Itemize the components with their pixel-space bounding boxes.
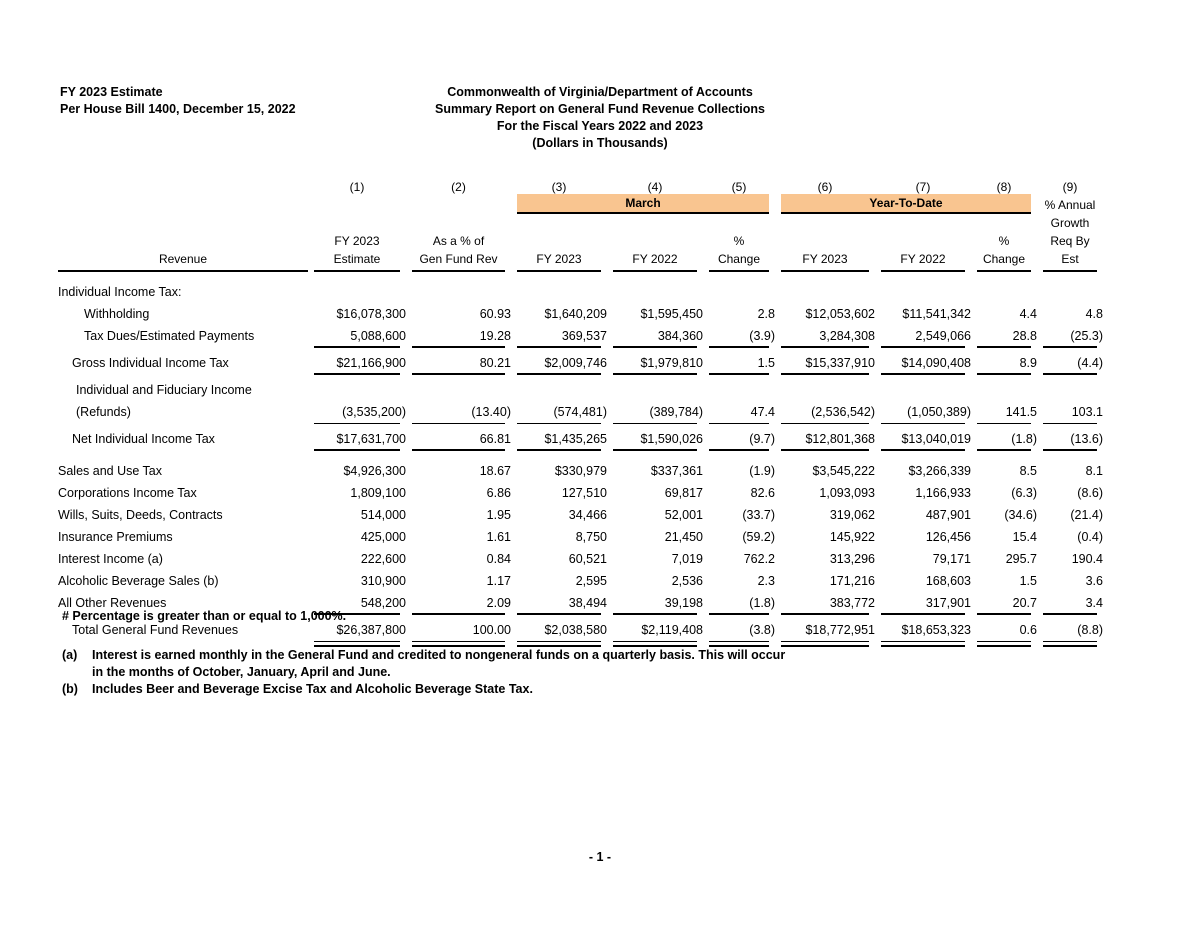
horizontal-rule: [1043, 645, 1097, 647]
row-label: (Refunds): [76, 405, 131, 419]
blank-cell: [58, 172, 308, 194]
row-value: 1,809,100: [350, 486, 406, 500]
row-label: Total General Fund Revenues: [72, 623, 239, 637]
row-value: $12,053,602: [805, 307, 875, 321]
row-value: 3,284,308: [819, 329, 875, 343]
footnote-b: [62, 681, 785, 698]
row-value: 8.1: [1085, 464, 1103, 478]
row-value: $11,541,342: [902, 307, 971, 321]
row-value: [1037, 375, 1103, 397]
row-value: 171,216: [829, 574, 875, 588]
table-row: [58, 522, 1103, 544]
column-number-9: (9): [1062, 180, 1078, 194]
row-value: 762.2: [743, 552, 775, 566]
row-value: $18,653,323: [901, 623, 971, 637]
table-row: [58, 424, 1103, 446]
col4-header-line2: FY 2022: [607, 250, 703, 272]
row-value: 21,450: [664, 530, 703, 544]
row-value: (13.40): [471, 405, 511, 419]
col6-header-line2: FY 2023: [775, 250, 875, 272]
horizontal-rule: [781, 645, 869, 647]
row-value: [775, 277, 875, 299]
row-value: (4.4): [1077, 356, 1103, 370]
row-value: $15,337,910: [805, 356, 875, 370]
row-value: 28.8: [1012, 329, 1037, 343]
row-value: 313,296: [829, 552, 875, 566]
row-label: Withholding: [84, 307, 150, 321]
row-value: (1.8): [749, 596, 775, 610]
blank-cell: [58, 194, 308, 214]
table-row: [58, 456, 1103, 478]
blank-cell: [703, 214, 775, 232]
row-value: 425,000: [360, 530, 406, 544]
row-value: [406, 375, 511, 397]
row-label: Sales and Use Tax: [58, 464, 162, 478]
row-value: 514,000: [360, 508, 406, 522]
row-value: 1,093,093: [819, 486, 875, 500]
row-value: $1,595,450: [640, 307, 703, 321]
row-value: 103.1: [1071, 405, 1103, 419]
document-header: [0, 84, 1200, 164]
ytd-banner-label: Year-To-Date: [781, 194, 1031, 214]
table-row: [58, 397, 1103, 419]
col9-header-line4: Est: [1037, 250, 1103, 272]
row-value: $14,090,408: [901, 356, 971, 370]
row-value: $16,078,300: [336, 307, 406, 321]
row-value: $3,266,339: [908, 464, 971, 478]
row-value: (0.4): [1077, 530, 1103, 544]
rule-cell: [875, 642, 971, 647]
row-value: [308, 375, 406, 397]
row-value: [308, 277, 406, 299]
row-value: (34.6): [1004, 508, 1037, 522]
march-banner-label: March: [517, 194, 769, 214]
row-value: 2.09: [486, 596, 511, 610]
row-value: 1,166,933: [915, 486, 971, 500]
row-value: 80.21: [479, 356, 511, 370]
footnote-a-text: Interest is earned monthly in the General Fund and credited to nongeneral funds on a quarterly basis. This will occur: [92, 648, 786, 662]
row-value: (6.3): [1011, 486, 1037, 500]
revenue-table: [58, 172, 1103, 647]
row-value: 384,360: [657, 329, 703, 343]
row-value: (59.2): [742, 530, 775, 544]
column-number-3: (3): [551, 180, 567, 194]
row-value: 82.6: [750, 486, 775, 500]
header-left-block: [60, 84, 296, 118]
row-value: $1,590,026: [640, 432, 703, 446]
row-value: 2.3: [757, 574, 775, 588]
row-value: $1,640,209: [544, 307, 607, 321]
column-number-6: (6): [817, 180, 833, 194]
footnote-b-marker: (b): [62, 682, 78, 696]
row-label: Tax Dues/Estimated Payments: [84, 329, 255, 343]
blank-cell: [58, 232, 308, 250]
column-number-1: (1): [349, 180, 365, 194]
row-value: 2,536: [671, 574, 703, 588]
row-value: [703, 375, 775, 397]
row-value: [511, 277, 607, 299]
row-value: 19.28: [479, 329, 511, 343]
agency-title: Commonwealth of Virginia/Department of Accounts: [447, 85, 753, 99]
table-row: [58, 299, 1103, 321]
row-value: 1.5: [1019, 574, 1037, 588]
row-value: 141.5: [1005, 405, 1037, 419]
row-value: 168,603: [925, 574, 971, 588]
row-value: (1.9): [749, 464, 775, 478]
row-value: $4,926,300: [343, 464, 406, 478]
row-value: (3.8): [749, 623, 775, 637]
fiscal-years-line: For the Fiscal Years 2022 and 2023: [496, 119, 704, 133]
blank-cell: [511, 232, 607, 250]
rule-cell: [775, 642, 875, 647]
row-value: 295.7: [1005, 552, 1037, 566]
ytd-banner-cell: [775, 194, 1037, 214]
row-value: 310,900: [360, 574, 406, 588]
blank-cell: [308, 214, 406, 232]
footnote-a-marker: (a): [62, 648, 78, 662]
row-value: 4.8: [1085, 307, 1103, 321]
table-row: [58, 321, 1103, 343]
row-value: [775, 375, 875, 397]
units-line: (Dollars in Thousands): [532, 136, 668, 150]
horizontal-rule: [881, 645, 965, 647]
col5-header-line1: %: [733, 234, 745, 248]
col1-header-line1: FY 2023: [334, 234, 380, 248]
row-value: 4.4: [1019, 307, 1037, 321]
row-value: $21,166,900: [336, 356, 406, 370]
row-value: 79,171: [932, 552, 971, 566]
row-value: 145,922: [829, 530, 875, 544]
table-row: [58, 348, 1103, 370]
rule-cell: [971, 642, 1037, 647]
row-value: 6.86: [486, 486, 511, 500]
row-label: All Other Revenues: [58, 596, 167, 610]
blank-cell: [775, 232, 875, 250]
row-value: $2,038,580: [544, 623, 607, 637]
col1-header-line2: Estimate: [308, 250, 406, 272]
row-value: (2,536,542): [811, 405, 875, 419]
row-value: 3.6: [1085, 574, 1103, 588]
row-value: 5,088,600: [350, 329, 406, 343]
row-value: (3,535,200): [342, 405, 406, 419]
row-value: $337,361: [650, 464, 703, 478]
row-value: 47.4: [750, 405, 775, 419]
row-label: Corporations Income Tax: [58, 486, 197, 500]
column-number-row: [58, 172, 1103, 194]
row-value: [406, 277, 511, 299]
blank-cell: [607, 214, 703, 232]
blank-cell: [406, 194, 511, 214]
row-value: 18.67: [479, 464, 511, 478]
row-value: 2,549,066: [915, 329, 971, 343]
row-value: (1,050,389): [907, 405, 971, 419]
page-number: - 1 -: [588, 850, 612, 864]
row-value: [1037, 277, 1103, 299]
row-value: 60.93: [479, 307, 511, 321]
col8-header-line2: Change: [971, 250, 1037, 272]
table-row: [58, 588, 1103, 610]
row-value: 487,901: [925, 508, 971, 522]
row-label: Insurance Premiums: [58, 530, 173, 544]
row-value: 52,001: [664, 508, 703, 522]
row-value: 60,521: [568, 552, 607, 566]
table-row: [58, 566, 1103, 588]
table-row: [58, 375, 1103, 397]
column-number-8: (8): [996, 180, 1012, 194]
row-value: (21.4): [1070, 508, 1103, 522]
row-label: Interest Income (a): [58, 552, 163, 566]
row-value: 69,817: [664, 486, 703, 500]
revenue-column-header: [58, 250, 308, 272]
row-value: 127,510: [561, 486, 607, 500]
col2-header-line2: Gen Fund Rev: [406, 250, 511, 272]
row-value: [875, 375, 971, 397]
row-value: 548,200: [360, 596, 406, 610]
row-value: 383,772: [829, 596, 875, 610]
header-line-c: [58, 250, 1103, 272]
row-value: 3.4: [1085, 596, 1103, 610]
table-row: [58, 277, 1103, 299]
blank-cell: [971, 214, 1037, 232]
col3-header-line2: FY 2023: [511, 250, 607, 272]
row-value: [511, 375, 607, 397]
row-value: (25.3): [1070, 329, 1103, 343]
blank-cell: [511, 214, 607, 232]
row-label: Wills, Suits, Deeds, Contracts: [58, 508, 223, 522]
col9-header-line1: % Annual: [1044, 198, 1096, 212]
col2-header-line1: As a % of: [432, 234, 485, 248]
row-label: Net Individual Income Tax: [72, 432, 215, 446]
row-value: (3.9): [749, 329, 775, 343]
column-number-4: (4): [647, 180, 663, 194]
row-value: [971, 277, 1037, 299]
row-value: (8.8): [1077, 623, 1103, 637]
row-value: 7,019: [671, 552, 703, 566]
horizontal-rule: [977, 645, 1031, 647]
blank-cell: [58, 214, 308, 232]
row-value: [875, 277, 971, 299]
row-value: 66.81: [479, 432, 511, 446]
row-value: 0.6: [1019, 623, 1037, 637]
row-value: (33.7): [742, 508, 775, 522]
blank-cell: [875, 232, 971, 250]
group-banner-row: [58, 194, 1103, 214]
row-value: $330,979: [554, 464, 607, 478]
row-value: 1.61: [486, 530, 511, 544]
rule-cell: [1037, 642, 1103, 647]
row-value: $13,040,019: [901, 432, 971, 446]
row-value: $1,979,810: [640, 356, 703, 370]
row-value: $17,631,700: [336, 432, 406, 446]
blank-cell: [875, 214, 971, 232]
row-value: $2,119,408: [641, 623, 703, 637]
row-value: 15.4: [1012, 530, 1037, 544]
row-value: 2.8: [757, 307, 775, 321]
col7-header-line2: FY 2022: [875, 250, 971, 272]
header-line-b: [58, 232, 1103, 250]
row-value: 8,750: [575, 530, 607, 544]
row-value: 20.7: [1012, 596, 1037, 610]
row-value: [703, 277, 775, 299]
march-banner-cell: [511, 194, 775, 214]
row-value: (574,481): [553, 405, 607, 419]
row-value: 0.84: [486, 552, 511, 566]
col5-header-line2: Change: [703, 250, 775, 272]
footnote-hash: # Percentage is greater than or equal to 1,000%.: [62, 609, 347, 623]
footnote-a: [62, 647, 785, 664]
column-number-7: (7): [915, 180, 931, 194]
revenue-header-label: Revenue: [158, 252, 208, 266]
row-value: $26,387,800: [336, 623, 406, 637]
header-line-a: [58, 214, 1103, 232]
row-value: $3,545,222: [812, 464, 875, 478]
row-value: $18,772,951: [805, 623, 875, 637]
row-value: (13.6): [1070, 432, 1103, 446]
report-title: Summary Report on General Fund Revenue Collections: [435, 102, 765, 116]
row-label: Individual and Fiduciary Income: [76, 383, 252, 397]
footnote-a-continuation: in the months of October, January, April and June.: [92, 665, 391, 679]
column-number-2: (2): [451, 180, 466, 194]
row-value: 1.17: [486, 574, 511, 588]
table-row: [58, 478, 1103, 500]
blank-cell: [308, 194, 406, 214]
row-value: 1.5: [757, 356, 775, 370]
row-value: [607, 375, 703, 397]
header-center-block: [300, 84, 900, 152]
col8-header-line1: %: [998, 234, 1010, 248]
row-value: 38,494: [568, 596, 607, 610]
blank-cell: [406, 214, 511, 232]
col9-header-line2: Growth: [1050, 216, 1090, 230]
house-bill-line: Per House Bill 1400, December 15, 2022: [60, 102, 296, 116]
col9-header-line3: Req By: [1050, 234, 1090, 248]
column-number-5: (5): [731, 180, 747, 194]
blank-cell: [775, 214, 875, 232]
row-value: 8.5: [1019, 464, 1037, 478]
row-label: Alcoholic Beverage Sales (b): [58, 574, 219, 588]
row-label: Individual Income Tax:: [58, 285, 182, 299]
footnote-b-text: Includes Beer and Beverage Excise Tax and Alcoholic Beverage State Tax.: [92, 682, 533, 696]
row-value: $12,801,368: [805, 432, 875, 446]
row-value: 190.4: [1071, 552, 1103, 566]
blank-cell: [607, 232, 703, 250]
row-value: 39,198: [664, 596, 703, 610]
row-value: $2,009,746: [544, 356, 607, 370]
row-value: (389,784): [649, 405, 703, 419]
row-value: (1.8): [1011, 432, 1037, 446]
row-value: (8.6): [1077, 486, 1103, 500]
row-value: (9.7): [749, 432, 775, 446]
row-value: 1.95: [486, 508, 511, 522]
row-label: Gross Individual Income Tax: [72, 356, 229, 370]
row-value: 319,062: [829, 508, 875, 522]
footnotes-block: [62, 608, 785, 698]
table-row: [58, 544, 1103, 566]
row-value: 126,456: [925, 530, 971, 544]
row-value: 8.9: [1019, 356, 1037, 370]
row-value: 222,600: [360, 552, 406, 566]
row-value: 100.00: [472, 623, 511, 637]
row-value: $1,435,265: [544, 432, 607, 446]
table-row: [58, 500, 1103, 522]
row-value: 2,595: [575, 574, 607, 588]
row-value: 34,466: [568, 508, 607, 522]
row-value: 369,537: [561, 329, 607, 343]
row-value: [607, 277, 703, 299]
fy-estimate-line: FY 2023 Estimate: [60, 85, 163, 99]
row-value: [971, 375, 1037, 397]
row-value: 317,901: [925, 596, 971, 610]
